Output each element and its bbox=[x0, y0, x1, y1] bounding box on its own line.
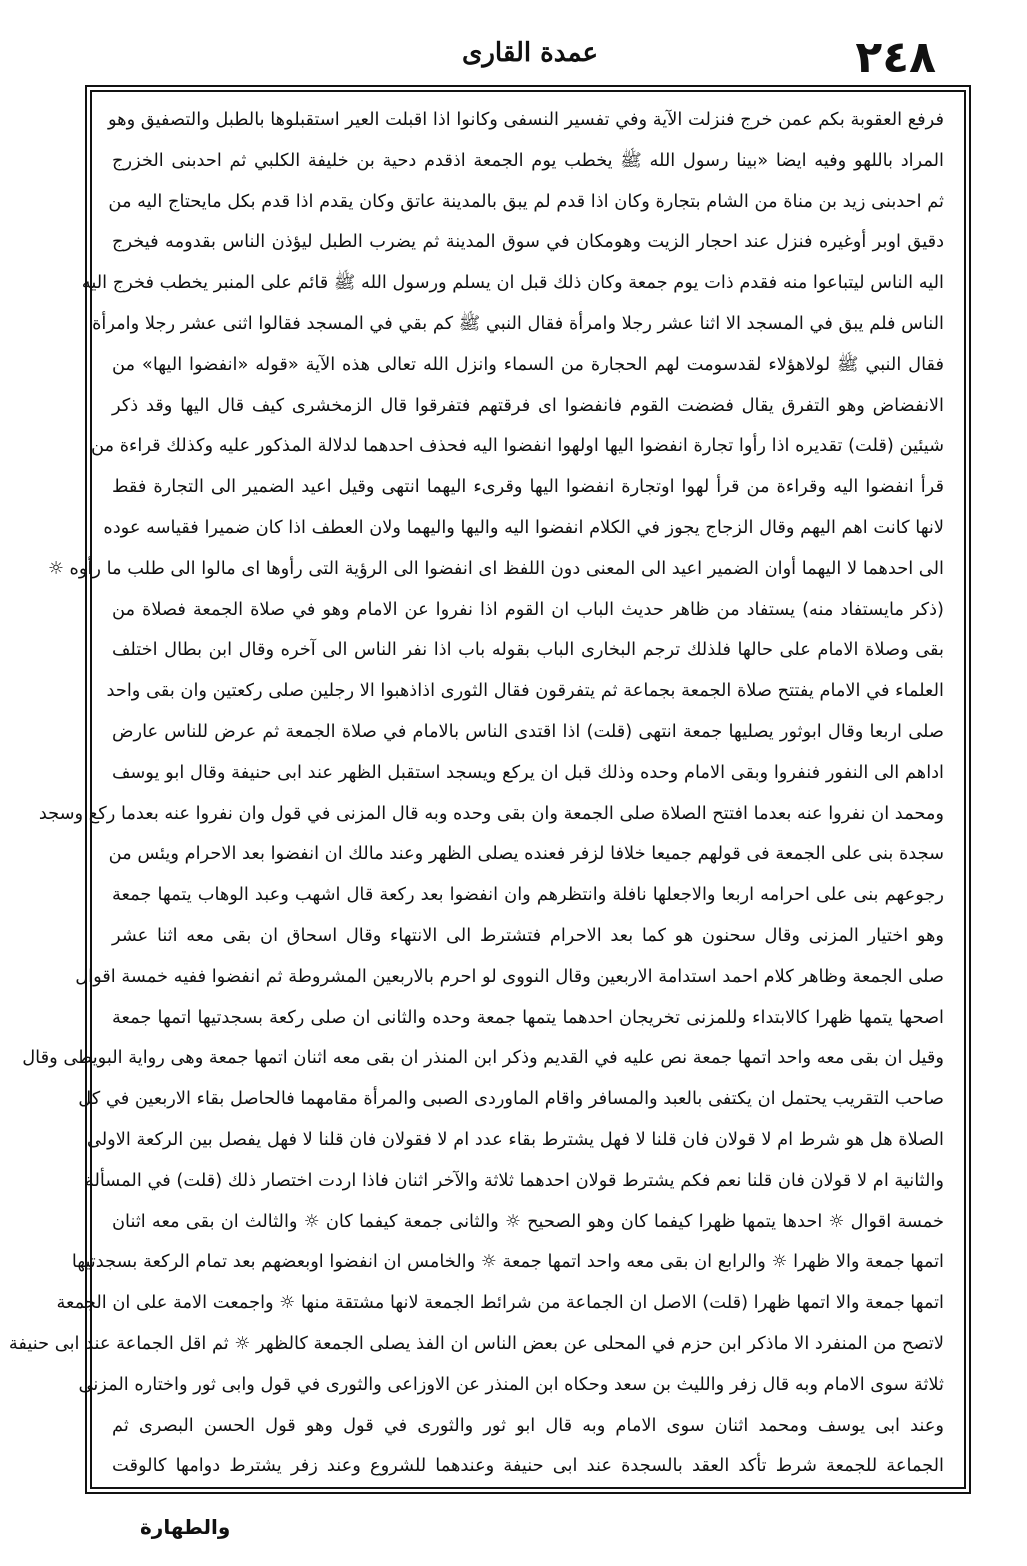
text-line: الى احدهما لا اليهما أوان الضمير اعيد الى المعنى دون اللفظ اى انفضوا الى الرؤية التى رأوها اى مالوا الى طلب ما رأوه ☼ bbox=[47, 557, 944, 579]
text-line: سجدة بنى على الجمعة فى قولهم جميعا خلافا لزفر فعنده يصلى الظهر وعند مالك ان انفضوا بعد الاحرام ويئس من bbox=[108, 843, 944, 865]
text-line: وقيل ان بقى معه واحد اتمها جمعة نص عليه في القديم وذكر ابن المنذر ان بقى معه اثنان اتمها جمعة وهى رواية البويطى وقال bbox=[22, 1047, 944, 1069]
catchword: والطهارة bbox=[140, 1515, 231, 1539]
text-line: رجوعهم بنى على احرامه اربعا والاجعلها نافلة وانتظرهم وان انفضوا بعد ركعة قال اشهب وعبد الوهاب يتمها جمعة bbox=[112, 884, 944, 906]
text-line: والثانية ام لا قولان فان قلنا نعم فكم يشترط قولان احدهما ثلاثة والآخر اثنان فاذا اردت اختصار ذلك (قلت) في المسألة bbox=[84, 1169, 944, 1191]
text-line: الانفضاض وهو التفرق يقال فضضت القوم فانفضوا اى فرقتهم فتفرقوا قال الزمخشرى كيف قال اليها وقد ذكر bbox=[112, 394, 944, 416]
text-frame bbox=[8, 90, 966, 1489]
text-line: اليه الناس ليتباعوا منه فقدم ذات يوم جمعة وكان ذلك قبل ان يسلم ورسول الله ﷺ قائم على المنبر يخطب فخرج اليه bbox=[81, 272, 944, 294]
text-line: بقى وصلاة الامام على حالها فلذلك ترجم البخارى الباب بقوله باب اذا نفر الناس الى آخره وقال ابن بطال اختلف bbox=[112, 639, 944, 661]
text-line: الجماعة للجمعة شرط تأكد العقد بالسجدة عند ابى حنيفة وعندهما للشروع وعند زفر يشترط دوامها كالوقت bbox=[112, 1455, 944, 1477]
text-line: لاتصح من المنفرد الا ماذكر ابن حزم في المحلى عن بعض الناس ان الفذ يصلى الجمعة كالظهر ☼ ثم اقل الجماعة عند ابى حنيفة bbox=[8, 1332, 944, 1354]
page-header bbox=[90, 30, 970, 86]
text-line: المراد باللهو وفيه ايضا «بينا رسول الله ﷺ يخطب يوم الجمعة اذقدم دحية بن خليفة الكلبي ثم احدبنى الخزرج bbox=[112, 149, 944, 171]
text-line: اصحها يتمها ظهرا كالابتداء وللمزنى تخريجان احدهما يتمها جمعة وحده والثانى ان صلى ركعة بسجدتيها اتمها جمعة bbox=[112, 1006, 944, 1028]
text-line: العلماء في الامام يفتتح صلاة الجمعة بجماعة ثم يتفرقون فقال الثورى اذاذهبوا الا رجلين صلى ركعتين وان بقى واحد bbox=[106, 680, 944, 702]
text-line: خمسة اقوال ☼ احدها يتمها ظهرا كيفما كان وهو الصحيح ☼ والثانى جمعة كيفما كان ☼ والثالث ان بقى معه اثنان bbox=[112, 1210, 944, 1232]
text-line: اداهم الى النفور فنفروا وبقى الامام وحده وذلك قبل ان يركع ويسجد استقبل الظهر عند ابى حنيفة وقال ابو يوسف bbox=[112, 761, 944, 783]
text-line: لانها كانت اهم اليهم وقال الزجاج يجوز في الكلام انفضوا اليه واليها واليهما ولان العطف اذا كان ضميرا فقياسه عوده bbox=[103, 516, 944, 538]
text-line: دقيق اوبر أوغيره فنزل عند احجار الزيت وهومكان في سوق المدينة ثم يضرب الطبل ليؤذن الناس بقدومه فيخرج bbox=[112, 231, 944, 253]
text-line: اتمها جمعة والا اتمها ظهرا (قلت) الاصل ان الجماعة من شرائط الجمعة لانها مشتقة منها ☼ واجمعت الامة على ان الجمعة bbox=[56, 1292, 944, 1314]
text-line: (ذكر مايستفاد منه) يستفاد من ظاهر حديث الباب ان القوم اذا نفروا عن الامام وهو في صلاة الجمعة فصلاة من bbox=[112, 598, 944, 620]
running-title: عمدة القارى bbox=[462, 38, 598, 68]
text-line: ومحمد ان نفروا عنه بعدما افتتح الصلاة صلى الجمعة وان بقى وحده وبه قال المزنى في قول وان نفروا عنه بعدما ركع وسجد bbox=[38, 802, 944, 824]
text-line: فرفع العقوبة بكم عمن خرج فنزلت الآية وفي تفسير النسفى وكانوا اذا اقبلت العير استقبلوها بالطبل والتصفيق وهو bbox=[108, 109, 944, 130]
page-number: ٢٤٨ bbox=[855, 32, 936, 83]
text-line: الناس فلم يبق في المسجد الا اثنا عشر رجلا وامرأة فقال النبي ﷺ كم بقي في المسجد فقالوا اثنى عشر رجلا وامرأة bbox=[92, 312, 944, 334]
text-line: وعند ابى يوسف ومحمد اثنان سوى الامام وبه قال ابو ثور والثورى في قول وهو قول الحسن البصرى ثم bbox=[112, 1414, 944, 1436]
text-line: شيئين (قلت) تقديره اذا رأوا تجارة انفضوا اليها اولهوا انفضوا اليه فحذف احدهما لدلالة المذكور عليه وكذلك قراءة من bbox=[91, 435, 944, 457]
text-line: صاحب التقريب يحتمل ان يكتفى بالعبد والمسافر واقام الماوردى الصبى والمرأة مقامهما فالحاصل بقاء الاربعين في كل bbox=[78, 1088, 944, 1110]
text-line: وهو اختيار المزنى وقال سحنون هو كما بعد الاحرام فتشترط الى الانتهاء وقال اسحاق ان بقى معه اثنا عشر bbox=[112, 924, 944, 946]
text-line: قرأ انفضوا اليه وقراءة من قرأ لهوا اوتجارة انفضوا اليها وقرىء اليهما انتهى وقيل اعيد الضمير الى التجارة فقط bbox=[112, 476, 944, 498]
text-line: فقال النبي ﷺ لولاهؤلاء لقدسومت لهم الحجارة من السماء وانزل الله تعالى هذه الآية «قوله «انفضوا اليها» من bbox=[112, 353, 944, 375]
text-line: اتمها جمعة والا ظهرا ☼ والرابع ان بقى معه واحد اتمها جمعة ☼ والخامس ان انفضوا اوبعضهم بعد تمام الركعة بسجدتيها bbox=[71, 1251, 944, 1273]
text-line: ثلاثة سوى الامام وبه قال زفر والليث بن سعد وحكاه ابن المنذر عن الاوزاعى والثورى في قول وابى ثور واختاره المزنى bbox=[78, 1373, 944, 1395]
text-line: ثم احدبنى زيد بن مناة من الشام بتجارة وكان اذا قدم لم يبق بالمدينة عاتق وكان يقدم اذا قدم بكل مايحتاج اليه من bbox=[108, 190, 944, 212]
body-text bbox=[8, 100, 944, 1479]
text-line: صلى الجمعة وظاهر كلام احمد استدامة الاربعين وقال النووى لو احرم بالاربعين المشروطة ثم انفضوا ففيه خمسة اقوال bbox=[75, 965, 944, 987]
text-line: صلى اربعا وقال ابوثور يصليها جمعة انتهى (قلت) اذا اقتدى الناس بالامام في صلاة الجمعة ثم عرض للناس عارض bbox=[112, 720, 944, 742]
text-line: الصلاة هل هو شرط ام لا قولان فان قلنا لا فهل يشترط بقاء عدد ام لا فقولان فان قلنا لا فهل يفصل بين الركعة الاولى bbox=[86, 1128, 944, 1150]
